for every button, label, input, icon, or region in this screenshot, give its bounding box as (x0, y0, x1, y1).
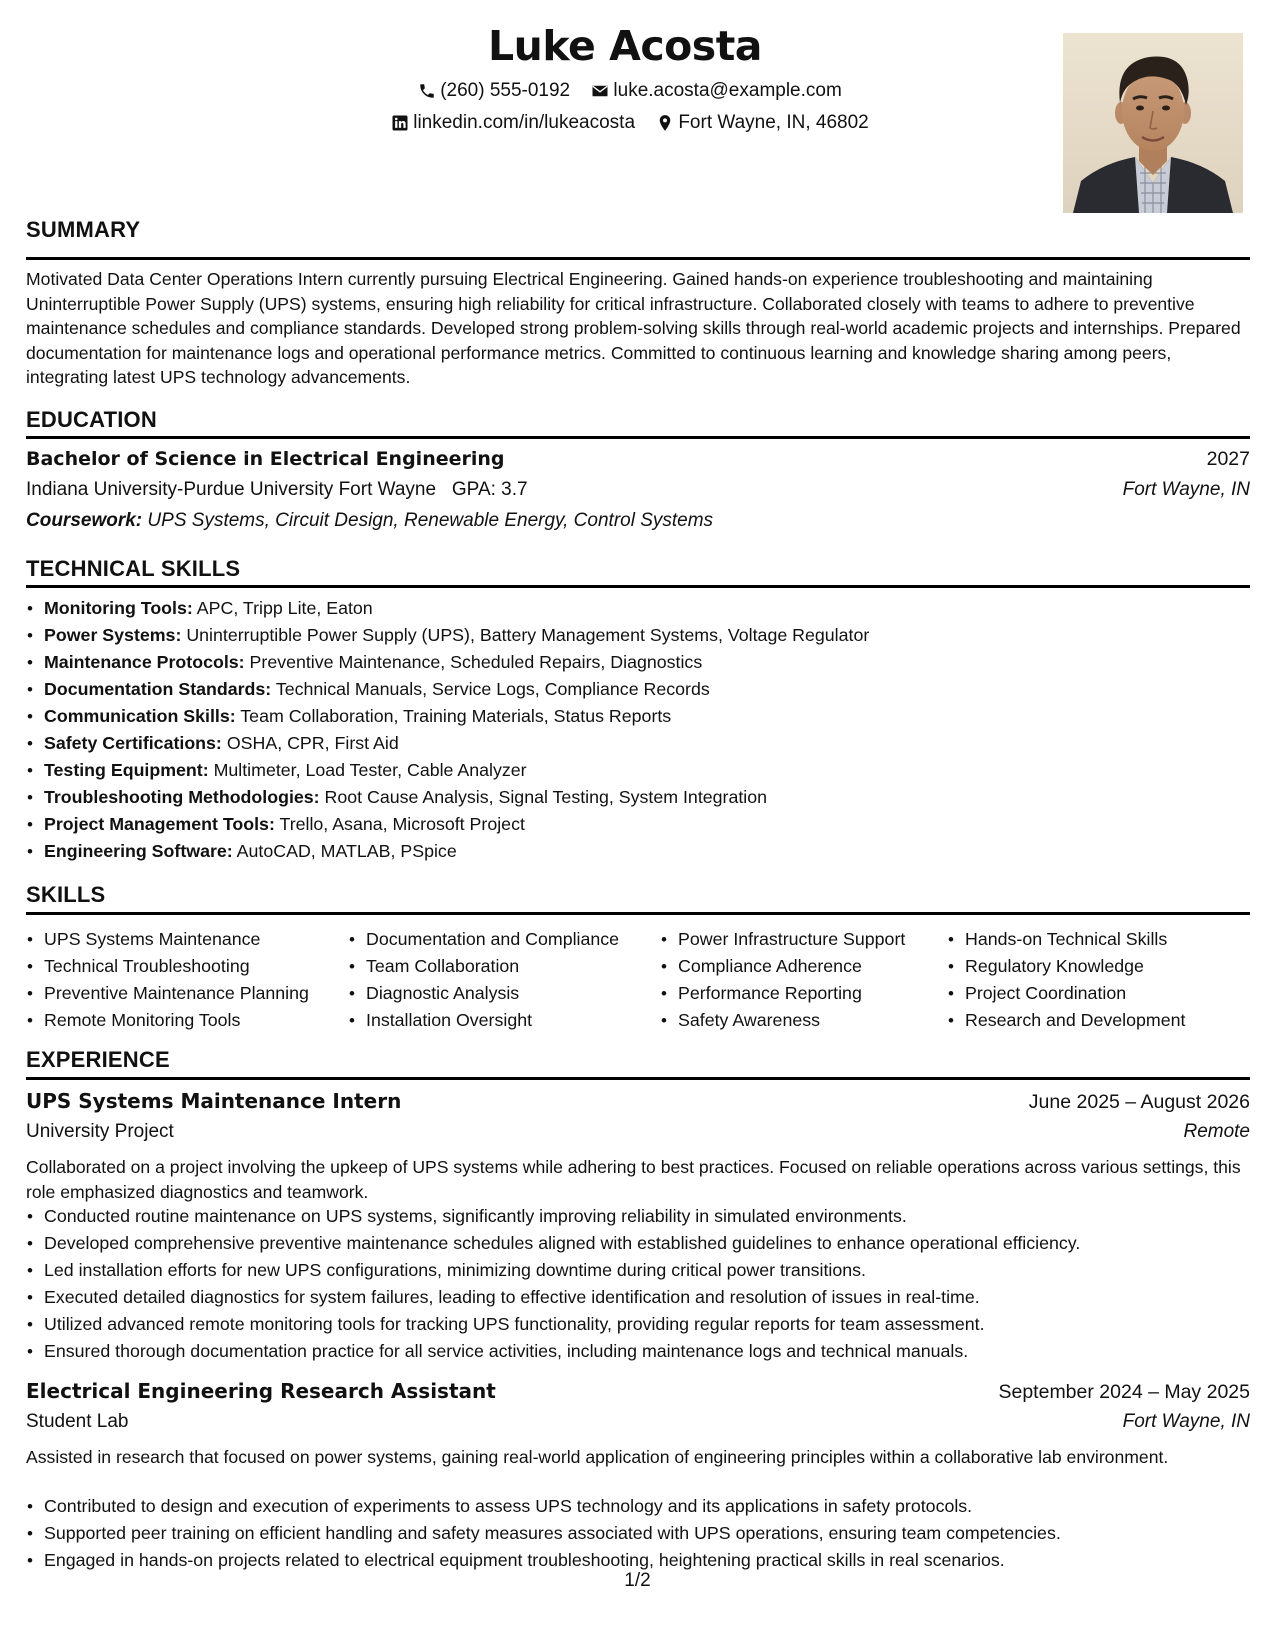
education-divider (26, 436, 1250, 439)
degree-row (26, 448, 1250, 471)
candidate-name: Luke Acosta (488, 22, 762, 70)
skill-label: Testing Equipment: (44, 760, 209, 780)
job-header-row (26, 1379, 1250, 1404)
job-title: UPS Systems Maintenance Intern (26, 1089, 402, 1113)
skill-value: Multimeter, Load Tester, Cable Analyzer (213, 760, 527, 780)
skill-value: Trello, Asana, Microsoft Project (279, 814, 525, 834)
skills-column-3 (660, 926, 905, 1034)
skills-list (947, 926, 1185, 1034)
skill-label: Maintenance Protocols: (44, 652, 245, 672)
technical-skill-item (26, 730, 869, 757)
technical-skill-item (26, 622, 869, 649)
technical-skill-item (26, 757, 869, 784)
job-bullets (26, 1203, 1080, 1365)
coursework-list: UPS Systems, Circuit Design, Renewable Energy, Control Systems (147, 510, 714, 531)
skill-item: • Diagnostic Analysis (348, 980, 619, 1007)
degree-title: Bachelor of Science in Electrical Engineering (26, 448, 505, 470)
skill-value: Technical Manuals, Service Logs, Compliance Records (275, 679, 710, 699)
school-location: Fort Wayne, IN (1122, 479, 1250, 500)
phone-text: (260) 555-0192 (440, 80, 571, 101)
envelope-icon (591, 82, 609, 100)
map-pin-icon (656, 114, 674, 132)
linkedin-text: linkedin.com/in/lukeacosta (413, 112, 636, 133)
skill-label: Project Management Tools: (44, 814, 275, 834)
skill-label: Troubleshooting Methodologies: (44, 787, 320, 807)
skill-value: Uninterruptible Power Supply (UPS), Battery Management Systems, Voltage Regulator (186, 625, 870, 645)
skill-item: • Project Coordination (947, 980, 1185, 1007)
job-organization: Student Lab (26, 1411, 129, 1432)
job-org-row (26, 1121, 1250, 1143)
technical-skills-list (26, 595, 869, 865)
skill-label: Engineering Software: (44, 841, 233, 861)
skills-heading: SKILLS (26, 882, 106, 907)
skill-value: AutoCAD, MATLAB, PSpice (236, 841, 457, 861)
skill-label: Monitoring Tools: (44, 598, 193, 618)
job-bullet: • Supported peer training on efficient handling and safety measures associated with UPS operations, ensuring team competencies. (26, 1520, 1061, 1547)
skill-value: APC, Tripp Lite, Eaton (196, 598, 373, 618)
technical-skill-item (26, 784, 869, 811)
phone-icon (418, 82, 436, 100)
skill-item: • Technical Troubleshooting (26, 953, 309, 980)
job-bullet: • Led installation efforts for new UPS configurations, minimizing downtime during critical power transitions. (26, 1257, 1080, 1284)
phone-contact (418, 80, 570, 102)
linkedin-contact[interactable] (391, 112, 635, 134)
skills-divider (26, 912, 1250, 915)
skill-value: OSHA, CPR, First Aid (226, 733, 399, 753)
job-summary: Assisted in research that focused on power systems, gaining real-world application of engineering principles within a collaborative lab environment. (26, 1447, 1169, 1467)
summary-divider (26, 257, 1250, 260)
skill-item: • Performance Reporting (660, 980, 905, 1007)
job-org-row (26, 1411, 1250, 1433)
technical-skills-divider (26, 585, 1250, 588)
skills-list (26, 926, 309, 1034)
skills-list (348, 926, 619, 1034)
skill-value: Preventive Maintenance, Scheduled Repairs, Diagnostics (249, 652, 703, 672)
school-row (26, 479, 1250, 501)
technical-skill-item (26, 811, 869, 838)
location-text: Fort Wayne, IN, 46802 (678, 112, 869, 133)
degree-year: 2027 (1206, 448, 1250, 470)
technical-skill-item (26, 649, 869, 676)
email-contact[interactable] (591, 80, 841, 102)
skill-value: Root Cause Analysis, Signal Testing, System Integration (324, 787, 768, 807)
school-name: Indiana University-Purdue University Fort Wayne (26, 479, 437, 500)
job-bullet: • Utilized advanced remote monitoring tools for tracking UPS functionality, providing regular reports for team assessment. (26, 1311, 1080, 1338)
education-heading: EDUCATION (26, 407, 157, 432)
job-location: Fort Wayne, IN (1122, 1411, 1250, 1432)
technical-skill-item (26, 703, 869, 730)
skill-item: • UPS Systems Maintenance (26, 926, 309, 953)
summary-text: Motivated Data Center Operations Intern currently pursuing Electrical Engineering. Gained hands-on experience troubleshooting and maintaining Uninterruptible Power Supply (UPS) systems, ensuring high reliability for critical infrastructure. Collaborated closely with teams to adhere to preventive maintenance schedules and compliance standards. Developed strong problem-solving skills through real-world academic projects and internships. Prepared documentation for maintenance logs and operational performance metrics. Committed to continuous learning and knowledge sharing among peers, integrating latest UPS technology advancements. (26, 269, 1241, 387)
skills-list (660, 926, 905, 1034)
job-dates: September 2024 – May 2025 (998, 1381, 1250, 1403)
skill-item: • Safety Awareness (660, 1007, 905, 1034)
skill-item: • Installation Oversight (348, 1007, 619, 1034)
skills-column-1 (26, 926, 309, 1034)
skill-label: Communication Skills: (44, 706, 236, 726)
job-summary: Collaborated on a project involving the upkeep of UPS systems while adhering to best practices. Focused on reliable operations across various settings, this role emphasized diagnostics and teamwork. (26, 1157, 1241, 1202)
skill-label: Documentation Standards: (44, 679, 272, 699)
skill-value: Team Collaboration, Training Materials, Status Reports (240, 706, 672, 726)
skill-item: • Hands-on Technical Skills (947, 926, 1185, 953)
technical-skill-item (26, 595, 869, 622)
technical-skills-heading: TECHNICAL SKILLS (26, 556, 241, 581)
job-bullet: • Executed detailed diagnostics for system failures, leading to effective identification and resolution of issues in real-time. (26, 1284, 1080, 1311)
skill-item: • Regulatory Knowledge (947, 953, 1185, 980)
skill-item: • Team Collaboration (348, 953, 619, 980)
job-dates: June 2025 – August 2026 (1028, 1091, 1250, 1113)
technical-skill-item (26, 676, 869, 703)
location-contact (656, 112, 868, 134)
job-bullet: • Engaged in hands-on projects related to electrical equipment troubleshooting, heightening practical skills in real scenarios. (26, 1547, 1061, 1574)
skill-label: Safety Certifications: (44, 733, 222, 753)
job-bullets (26, 1493, 1061, 1574)
email-text: luke.acosta@example.com (613, 80, 842, 101)
coursework-label: Coursework: (26, 510, 143, 531)
coursework (26, 510, 713, 532)
job-header-row (26, 1089, 1250, 1114)
skill-item: • Research and Development (947, 1007, 1185, 1034)
job-title: Electrical Engineering Research Assistant (26, 1379, 496, 1403)
technical-skill-item (26, 838, 869, 865)
job-bullet: • Ensured thorough documentation practice for all service activities, including maintenance logs and technical manuals. (26, 1338, 1080, 1365)
skill-item: • Documentation and Compliance (348, 926, 619, 953)
job-organization: University Project (26, 1121, 174, 1142)
experience-divider (26, 1077, 1250, 1080)
profile-photo (1063, 33, 1243, 213)
school-info (26, 479, 528, 501)
summary-heading: SUMMARY (26, 217, 141, 242)
skills-column-2 (348, 926, 619, 1034)
linkedin-icon (391, 114, 409, 132)
job-bullet: • Contributed to design and execution of experiments to assess UPS technology and its applications in safety protocols. (26, 1493, 1061, 1520)
skill-item: • Remote Monitoring Tools (26, 1007, 309, 1034)
skill-item: • Preventive Maintenance Planning (26, 980, 309, 1007)
experience-heading: EXPERIENCE (26, 1047, 170, 1072)
page-number: 1/2 (624, 1570, 651, 1591)
job-bullet: • Developed comprehensive preventive maintenance schedules aligned with established guidelines to enhance operational efficiency. (26, 1230, 1080, 1257)
skill-label: Power Systems: (44, 625, 182, 645)
gpa: GPA: 3.7 (451, 479, 528, 500)
skill-item: • Compliance Adherence (660, 953, 905, 980)
skills-column-4 (947, 926, 1185, 1034)
skill-item: • Power Infrastructure Support (660, 926, 905, 953)
job-location: Remote (1183, 1121, 1250, 1142)
job-bullet: • Conducted routine maintenance on UPS systems, significantly improving reliability in simulated environments. (26, 1203, 1080, 1230)
